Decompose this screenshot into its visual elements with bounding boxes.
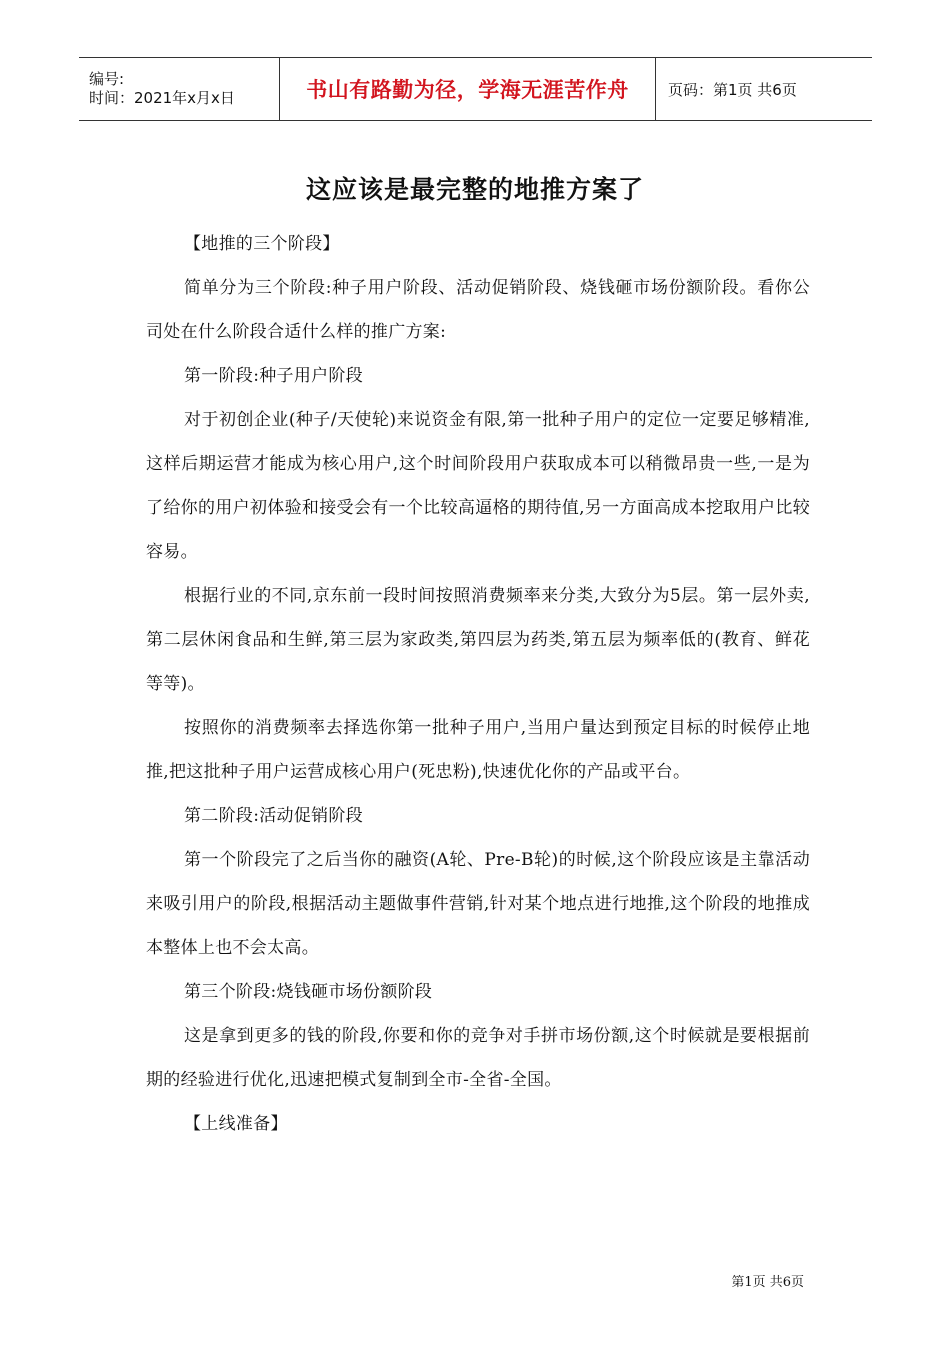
paragraph-stage-two: 第一个阶段完了之后当你的融资(A轮、Pre-B轮)的时候,这个阶段应该是主靠活动来吸引用户的阶段,根据活动主题做事件营销,针对某个地点进行地推,这个阶段的地推成本整体上也不会太高。 [146, 850, 810, 958]
section-heading-stages: 【地推的三个阶段】 [184, 234, 340, 254]
document-date: 时间：2021年x月x日 [89, 89, 235, 107]
header-page-cell [656, 58, 872, 120]
document-body [146, 222, 810, 1146]
header-page-code: 页码：第1页 共6页 [668, 80, 797, 99]
paragraph-stage-one-c: 按照你的消费频率去择选你第一批种子用户,当用户量达到预定目标的时候停止地推,把这批种子用户运营成核心用户(死忠粉),快速优化你的产品或平台。 [146, 718, 810, 782]
paragraph-stage-one-a: 对于初创企业(种子/天使轮)来说资金有限,第一批种子用户的定位一定要足够精准,这样后期运营才能成为核心用户,这个时间阶段用户获取成本可以稍微昂贵一些,一是为了给你的用户初体验和接受会有一个比较高逼格的期待值,另一方面高成本挖取用户比较容易。 [146, 410, 810, 562]
header-motto-cell [280, 58, 656, 120]
subheading-stage-three: 第三个阶段:烧钱砸市场份额阶段 [184, 982, 433, 1002]
paragraph-stage-one-b: 根据行业的不同,京东前一段时间按照消费频率来分类,大致分为5层。第一层外卖,第二层休闲食品和生鲜,第三层为家政类,第四层为药类,第五层为频率低的(教育、鲜花等等)。 [146, 586, 810, 694]
paragraph-intro: 简单分为三个阶段:种子用户阶段、活动促销阶段、烧钱砸市场份额阶段。看你公司处在什么阶段合适什么样的推广方案: [146, 278, 810, 342]
subheading-stage-one: 第一阶段:种子用户阶段 [184, 366, 364, 386]
page-footer: 第1页 共6页 [731, 1275, 804, 1290]
document-number-label: 编号: [89, 70, 125, 88]
paragraph-stage-three: 这是拿到更多的钱的阶段,你要和你的竞争对手拼市场份额,这个时候就是要根据前期的经验进行优化,迅速把模式复制到全市-全省-全国。 [146, 1026, 810, 1090]
header-motto: 书山有路勤为径，学海无涯苦作舟 [306, 78, 629, 102]
section-heading-launch: 【上线准备】 [184, 1114, 288, 1134]
header-meta [79, 58, 280, 120]
subheading-stage-two: 第二阶段:活动促销阶段 [184, 806, 364, 826]
page-header [79, 57, 872, 121]
document-title: 这应该是最完整的地推方案了 [305, 175, 644, 204]
